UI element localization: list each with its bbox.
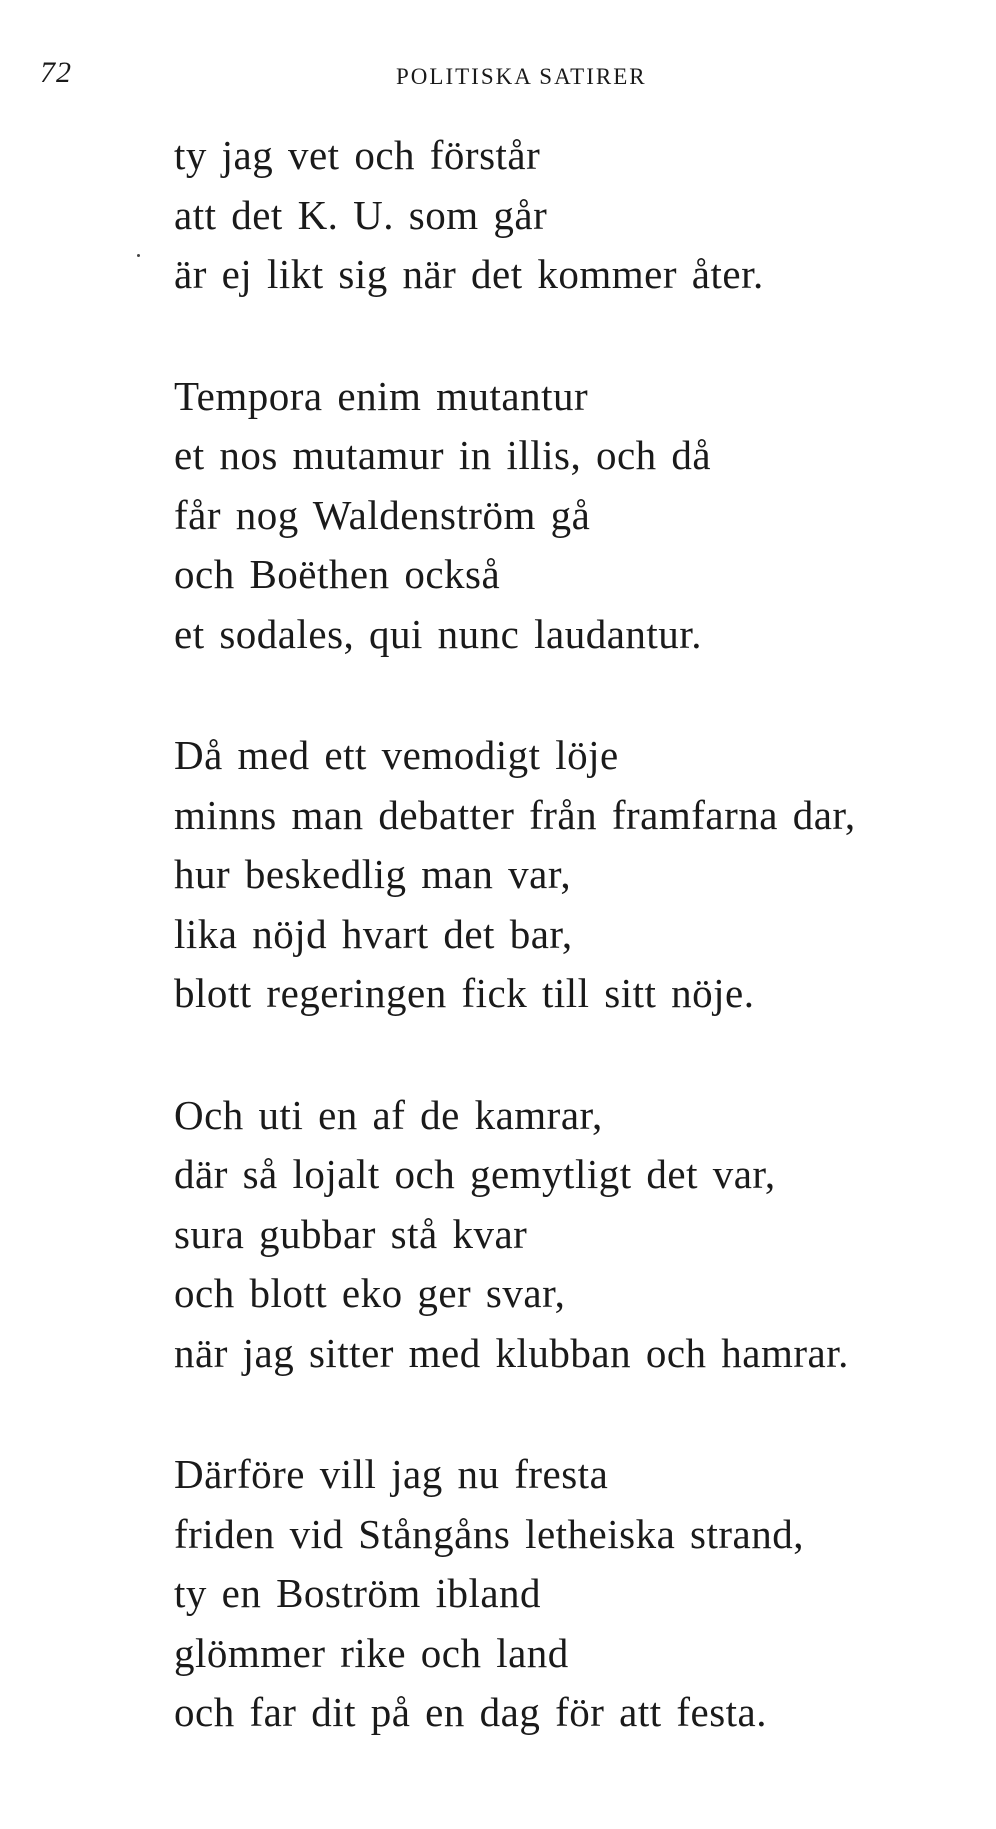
poem-line: minns man debatter från framfarna dar,	[174, 791, 856, 838]
poem-line: et sodales, qui nunc laudantur.	[174, 610, 702, 657]
poem-line: lika nöjd hvart det bar,	[174, 910, 573, 957]
stanza-2	[174, 367, 974, 665]
poem-line: Tempora enim mutantur	[174, 372, 589, 419]
poem-line: där så lojalt och gemytligt det var,	[174, 1151, 776, 1197]
poem-line: hur beskedlig man var,	[174, 851, 572, 897]
poem-line: och far dit på en dag för att festa.	[174, 1689, 768, 1735]
poem-line: och Boëthen också	[174, 551, 501, 597]
poem-line: när jag sitter med klubban och hamrar.	[174, 1329, 849, 1376]
poem-line: är ej likt sig när det kommer åter.	[174, 251, 764, 297]
poem-line: och blott eko ger svar,	[174, 1270, 566, 1316]
stanza-5	[174, 1445, 974, 1743]
stanza-4	[174, 1086, 974, 1384]
poem-line: glömmer rike och land	[174, 1629, 569, 1676]
poem-line: blott regeringen fick till sitt nöje.	[174, 970, 755, 1016]
running-head: POLITISKA SATIRER	[396, 64, 647, 89]
poem-line: Och uti en af de kamrar,	[174, 1091, 603, 1138]
stanza-1	[174, 126, 974, 305]
poem-line: Då med ett vemodigt löje	[174, 732, 619, 778]
poem-line: sura gubbar stå kvar	[174, 1210, 528, 1257]
poem-line: friden vid Stångåns letheiska strand,	[174, 1510, 805, 1557]
poem-body	[174, 126, 974, 1805]
poem-line: Därföre vill jag nu fresta	[174, 1451, 609, 1497]
poem-line: att det K. U. som går	[174, 191, 548, 238]
poem-line: får nog Waldenström gå	[174, 491, 591, 538]
poem-line: ty jag vet och förstår	[174, 132, 541, 178]
stanza-3	[174, 726, 974, 1024]
page-number: 72	[40, 56, 72, 89]
margin-mark	[137, 254, 140, 257]
poem-line: ty en Boström ibland	[174, 1570, 542, 1616]
poem-line: et nos mutamur in illis, och då	[174, 432, 712, 478]
